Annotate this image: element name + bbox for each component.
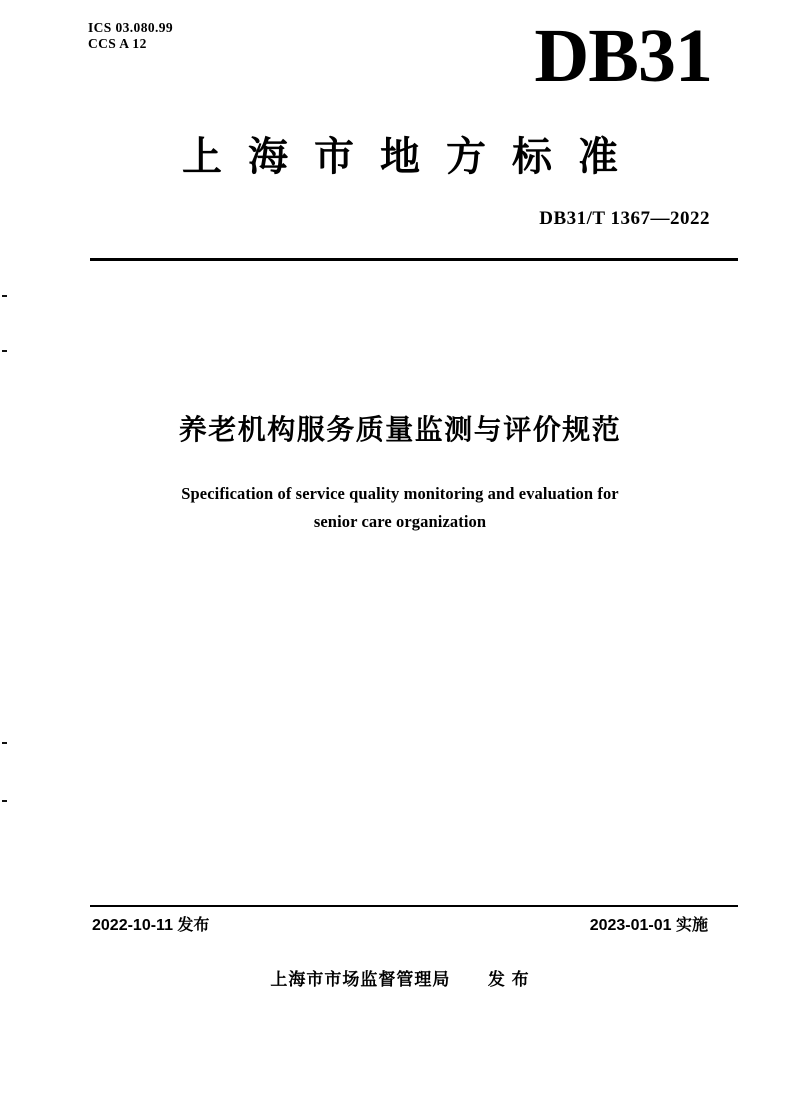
classification-codes [88, 20, 173, 52]
standard-type-title: 上海市地方标准 [182, 135, 644, 179]
document-title-english [140, 480, 660, 536]
document-title-chinese: 养老机构服务质量监测与评价规范 [178, 414, 622, 445]
db31-logo: DB31 [534, 14, 712, 98]
margin-tick-mark [2, 742, 7, 744]
ccs-code: CCS A 12 [88, 36, 147, 51]
document-title-english-line1: Specification of service quality monitoring and evaluation for [181, 484, 619, 503]
margin-tick-mark [2, 800, 7, 802]
issue-date: 2022-10-11 发布 [92, 917, 210, 934]
ics-code: ICS 03.080.99 [88, 20, 174, 35]
top-divider [90, 258, 738, 261]
header-block [88, 14, 712, 140]
issuer-action: 发 布 [487, 970, 530, 989]
bottom-divider [90, 905, 738, 907]
issuer-name: 上海市市场监督管理局 [270, 970, 451, 989]
margin-tick-mark [2, 350, 7, 352]
issuer-line [0, 965, 800, 990]
margin-tick-mark [2, 295, 7, 297]
effective-date: 2023-01-01 实施 [589, 917, 708, 934]
document-title-english-line2: senior care organization [313, 512, 487, 531]
standard-number: DB31/T 1367—2022 [539, 208, 710, 229]
